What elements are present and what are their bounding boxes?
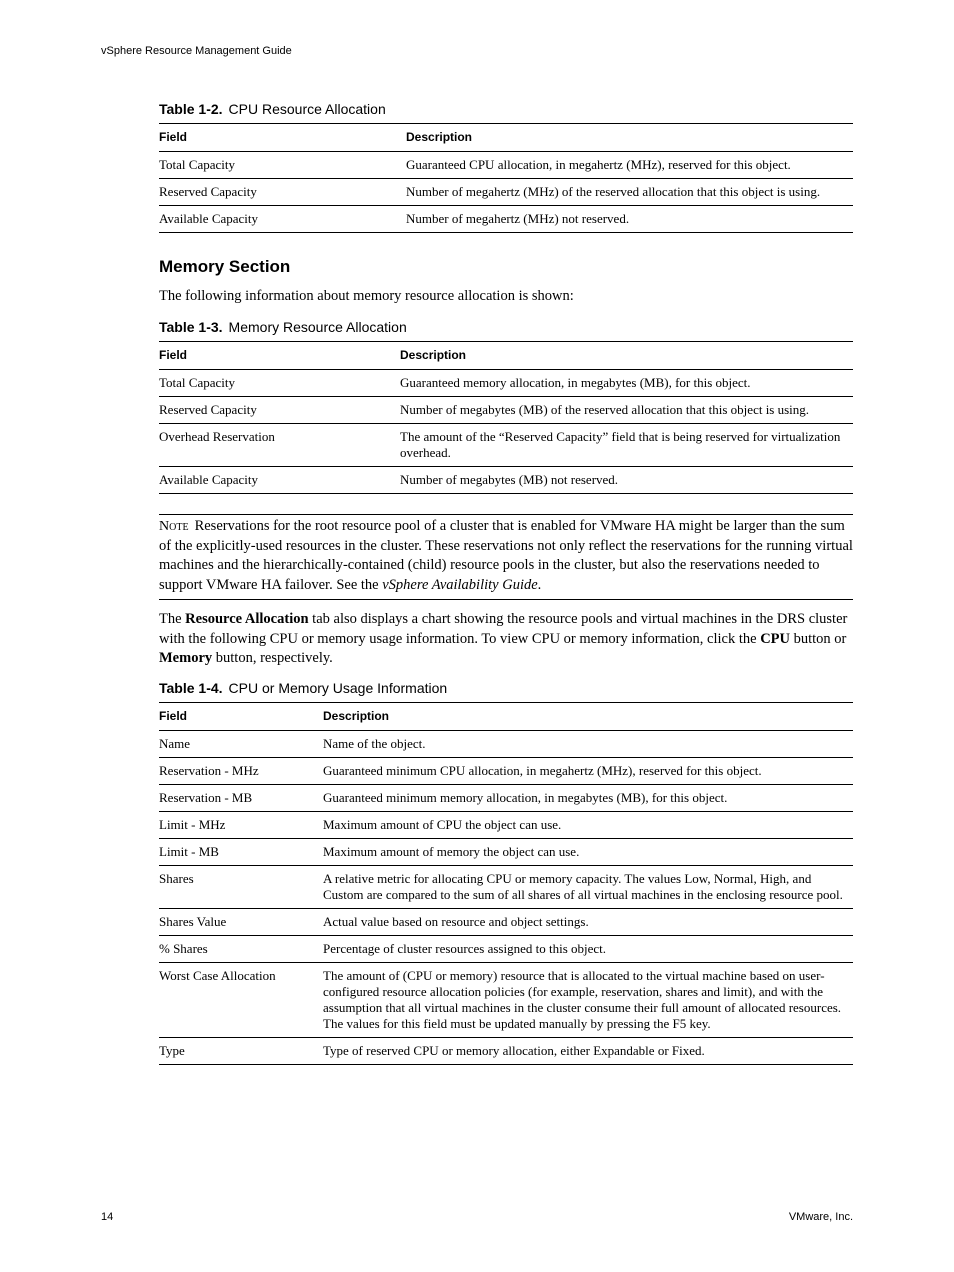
cpu-allocation-table-block <box>159 101 853 233</box>
bold-term: Resource Allocation <box>185 611 309 627</box>
field-cell: % Shares <box>159 936 323 963</box>
publisher-name: VMware, Inc. <box>788 1211 853 1223</box>
field-cell: Reserved Capacity <box>159 397 400 424</box>
description-cell: Guaranteed minimum CPU allocation, in megahertz (MHz), reserved for this object. <box>323 758 853 785</box>
column-header: Field <box>159 124 406 152</box>
field-cell: Available Capacity <box>159 211 259 226</box>
field-cell: Limit - MB <box>159 839 323 866</box>
bold-term: CPU <box>760 630 790 647</box>
table-title: Memory Resource Allocation <box>228 319 407 335</box>
doc-reference: vSphere Availability Guide <box>382 576 538 593</box>
description-cell: Actual value based on resource and object settings. <box>323 909 853 936</box>
table-caption <box>159 680 853 696</box>
description-cell: Guaranteed CPU allocation, in megahertz (MHz), reserved for this object. <box>406 152 853 179</box>
memory-allocation-table <box>159 341 853 494</box>
description-cell: Number of megahertz (MHz) not reserved. <box>406 211 630 226</box>
resource-allocation-paragraph <box>159 610 853 669</box>
table-row <box>159 206 853 233</box>
table-header-row <box>159 342 853 370</box>
table-row <box>159 467 853 494</box>
table-row <box>159 758 853 785</box>
field-cell: Shares <box>159 866 323 909</box>
text-run: The <box>159 611 186 627</box>
table-caption <box>159 319 853 335</box>
text-run: tab also displays a chart showing the resource pools and virtual machines in the DRS cluster with the following CPU or memory usage information. To view CPU or memory information, click the <box>159 611 848 647</box>
table-row <box>159 866 853 909</box>
table-row <box>159 397 853 424</box>
table-row <box>159 812 853 839</box>
memory-intro: The following information about memory resource allocation is shown: <box>159 288 574 304</box>
description-cell: Percentage of cluster resources assigned to this object. <box>323 936 853 963</box>
field-cell: Worst Case Allocation <box>159 963 323 1038</box>
section-heading: Memory Section <box>159 257 291 276</box>
resource-allocation-paragraph-block <box>159 610 853 669</box>
field-cell: Type <box>159 1043 185 1058</box>
usage-information-table-block <box>159 680 853 1065</box>
table-row <box>159 152 853 179</box>
field-cell: Reservation - MHz <box>159 758 323 785</box>
description-cell: Number of megabytes (MB) not reserved. <box>400 472 619 487</box>
column-header: Description <box>323 703 853 731</box>
table-header-row <box>159 703 853 731</box>
description-cell: Number of megahertz (MHz) of the reserved allocation that this object is using. <box>406 179 853 206</box>
column-header: Description <box>400 342 853 370</box>
table-header-row <box>159 124 853 152</box>
column-header: Field <box>159 703 323 731</box>
field-cell: Overhead Reservation <box>159 424 400 467</box>
running-header: vSphere Resource Management Guide <box>101 45 292 57</box>
table-row <box>159 963 853 1038</box>
table-row <box>159 731 853 758</box>
text-run: button or <box>790 630 847 647</box>
field-cell: Shares Value <box>159 909 323 936</box>
table-row <box>159 1038 853 1065</box>
memory-allocation-table-block <box>159 319 853 494</box>
column-header: Field <box>159 342 400 370</box>
table-title: CPU Resource Allocation <box>228 101 386 117</box>
bold-term: Memory <box>159 650 213 666</box>
description-cell: The amount of the “Reserved Capacity” field that is being reserved for virtualization overhead. <box>400 424 853 467</box>
field-cell: Reserved Capacity <box>159 179 406 206</box>
cpu-allocation-table <box>159 123 853 233</box>
table-row <box>159 370 853 397</box>
usage-information-table <box>159 702 853 1065</box>
table-number: Table 1-3. <box>159 319 223 335</box>
description-cell: Type of reserved CPU or memory allocation, either Expandable or Fixed. <box>323 1043 705 1058</box>
field-cell: Reservation - MB <box>159 785 323 812</box>
page-number: 14 <box>101 1211 114 1223</box>
description-cell: The amount of (CPU or memory) resource that is allocated to the virtual machine based on user-configured resource allocation policies (for example, reservation, shares and limit), and with the assumption that all virtual machines in the cluster consume their full amount of allocated resources. The values for this field must be updated manually by pressing the F5 key. <box>323 963 853 1038</box>
note-label: Note <box>159 519 189 534</box>
note-block <box>159 514 853 600</box>
field-cell: Limit - MHz <box>159 812 323 839</box>
description-cell: A relative metric for allocating CPU or memory capacity. The values Low, Normal, High, and Custom are compared to the sum of all shares of all virtual machines in the enclosing resource pool. <box>323 866 853 909</box>
description-cell: Guaranteed memory allocation, in megabytes (MB), for this object. <box>400 370 853 397</box>
description-cell: Name of the object. <box>323 731 853 758</box>
note-text <box>159 517 853 595</box>
table-number: Table 1-2. <box>159 101 223 117</box>
column-header: Description <box>406 124 853 152</box>
table-title: CPU or Memory Usage Information <box>228 680 448 696</box>
table-row <box>159 179 853 206</box>
field-cell: Available Capacity <box>159 472 259 487</box>
description-cell: Maximum amount of memory the object can use. <box>323 839 853 866</box>
table-row <box>159 424 853 467</box>
field-cell: Total Capacity <box>159 152 406 179</box>
note-body: Reservations for the root resource pool of a cluster that is enabled for VMware HA might be larger than the sum of the explicitly-used resources in the cluster. These reservations not only reflect the reservations for the running virtual machines and the hierarchically-contained (child) resource pools in the cluster, but also the reservations needed to support VMware HA failover. See the <box>159 518 853 593</box>
field-cell: Name <box>159 731 323 758</box>
description-cell: Maximum amount of CPU the object can use. <box>323 812 853 839</box>
description-cell: Guaranteed minimum memory allocation, in megabytes (MB), for this object. <box>323 785 853 812</box>
table-row <box>159 839 853 866</box>
table-row <box>159 936 853 963</box>
table-row <box>159 785 853 812</box>
memory-section <box>159 257 853 307</box>
table-number: Table 1-4. <box>159 680 223 696</box>
table-caption <box>159 101 853 117</box>
description-cell: Number of megabytes (MB) of the reserved allocation that this object is using. <box>400 397 853 424</box>
table-row <box>159 909 853 936</box>
field-cell: Total Capacity <box>159 370 400 397</box>
text-run: button, respectively. <box>212 650 333 666</box>
note-end: . <box>537 576 542 593</box>
